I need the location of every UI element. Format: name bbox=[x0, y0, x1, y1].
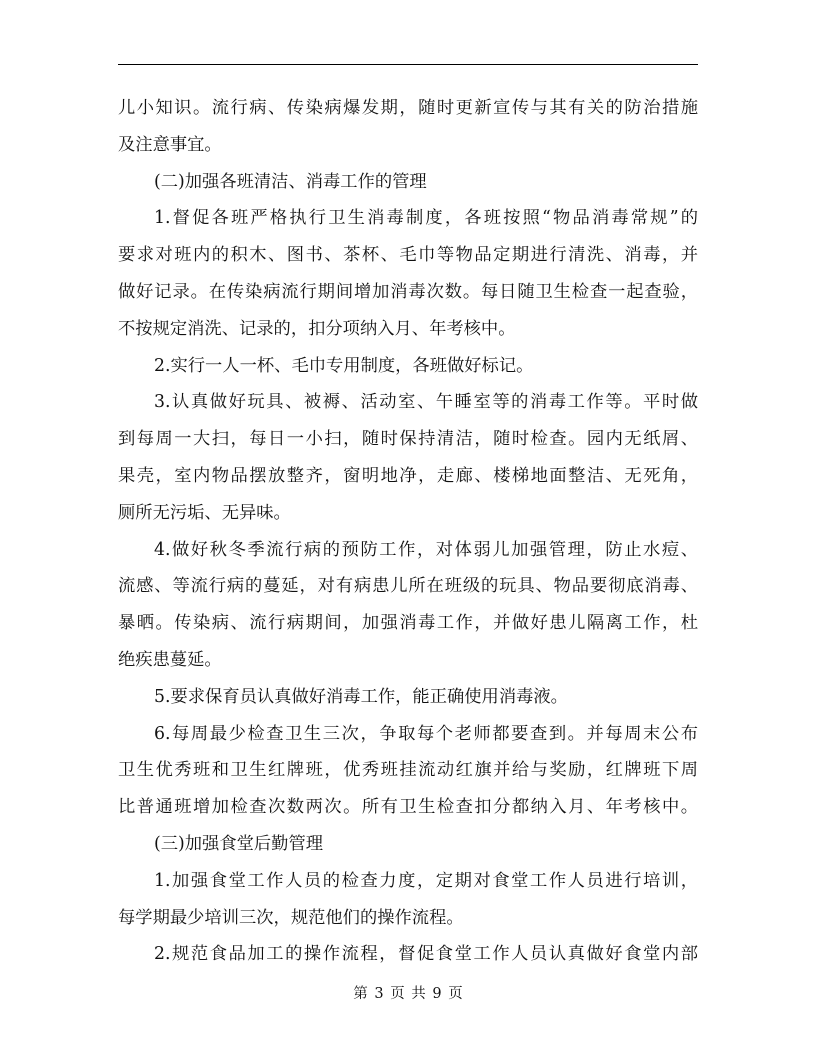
header-rule bbox=[118, 64, 698, 65]
text-line: 3.认真做好玩具、被褥、活动室、午睡室等的消毒工作等。平时做 bbox=[154, 392, 698, 413]
text-line: 做好记录。在传染病流行期间增加消毒次数。每日随卫生检查一起查验， bbox=[118, 281, 698, 302]
text-line: 1.督促各班严格执行卫生消毒制度，各班按照“物品消毒常规”的 bbox=[154, 208, 698, 229]
text-line: 每学期最少培训三次，规范他们的操作流程。 bbox=[118, 907, 464, 928]
text-line: 2.规范食品加工的操作流程，督促食堂工作人员认真做好食堂内部 bbox=[154, 944, 698, 965]
text-line: 果壳，室内物品摆放整齐，窗明地净，走廊、楼梯地面整洁、无死角， bbox=[118, 465, 698, 486]
text-line: 1.加强食堂工作人员的检查力度，定期对食堂工作人员进行培训， bbox=[154, 870, 698, 891]
text-line: 4.做好秋冬季流行病的预防工作，对体弱儿加强管理，防止水痘、 bbox=[154, 539, 698, 560]
text-line: 卫生优秀班和卫生红牌班，优秀班挂流动红旗并给与奖励，红牌班下周 bbox=[118, 760, 698, 781]
text-line: 到每周一大扫，每日一小扫，随时保持清洁，随时检查。园内无纸屑、 bbox=[118, 429, 698, 450]
text-line: 6.每周最少检查卫生三次，争取每个老师都要查到。并每周末公布 bbox=[154, 723, 698, 744]
text-line: 5.要求保育员认真做好消毒工作，能正确使用消毒液。 bbox=[154, 686, 568, 707]
text-line: 流感、等流行病的蔓延，对有病患儿所在班级的玩具、物品要彻底消毒、 bbox=[118, 576, 698, 597]
text-line: 2.实行一人一杯、毛巾专用制度，各班做好标记。 bbox=[154, 355, 534, 376]
text-line: 儿小知识。流行病、传染病爆发期，随时更新宣传与其有关的防治措施 bbox=[118, 98, 698, 118]
text-line: 及注意事宜。 bbox=[118, 134, 222, 155]
text-line: 不按规定消洗、记录的，扣分项纳入月、年考核中。 bbox=[118, 318, 516, 339]
section-heading: (三)加强食堂后勤管理 bbox=[154, 833, 324, 854]
text-line: 要求对班内的积木、图书、茶杯、毛巾等物品定期进行清洗、消毒，并 bbox=[118, 245, 698, 266]
section-heading: (二)加强各班清洁、消毒工作的管理 bbox=[154, 171, 427, 192]
text-line: 暴晒。传染病、流行病期间，加强消毒工作，并做好患儿隔离工作，杜 bbox=[118, 613, 698, 634]
text-line: 绝疾患蔓延。 bbox=[118, 649, 222, 670]
text-line: 厕所无污垢、无异味。 bbox=[118, 502, 291, 523]
page-number-footer: 第 3 页 共 9 页 bbox=[353, 986, 463, 1002]
body-text bbox=[118, 90, 698, 973]
text-line: 比普通班增加检查次数两次。所有卫生检查扣分都纳入月、年考核中。 bbox=[118, 797, 698, 818]
